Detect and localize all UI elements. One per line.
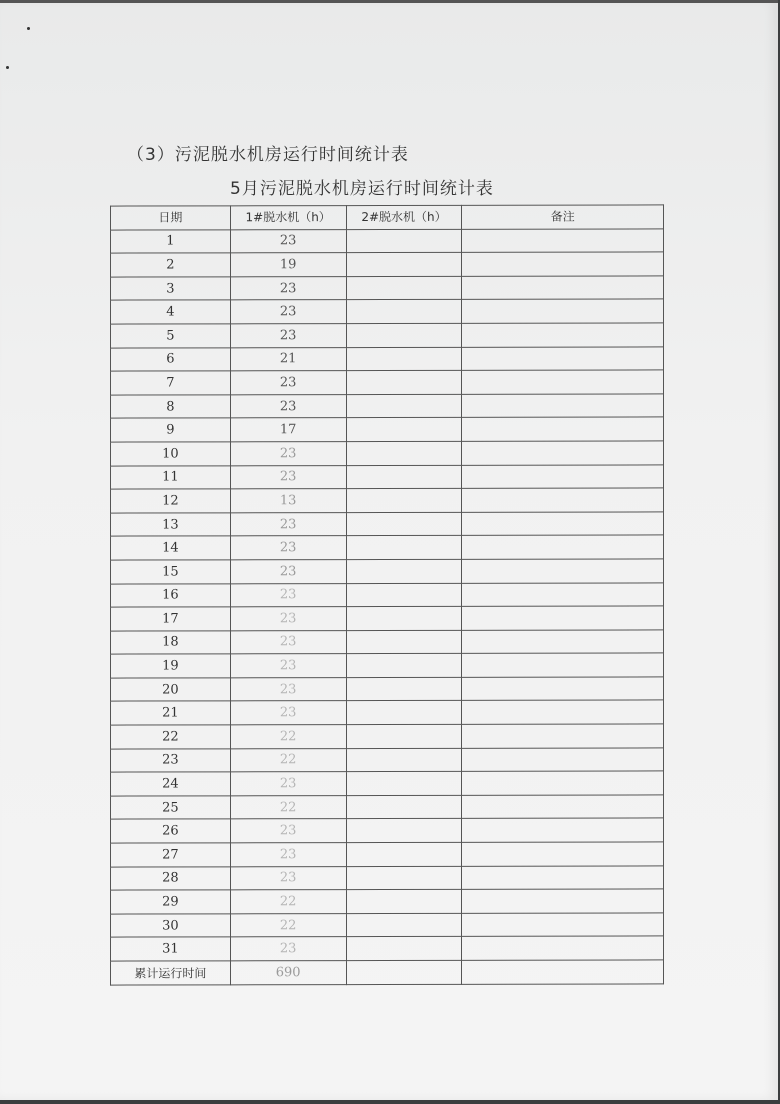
header-date: 日期: [111, 206, 231, 230]
table-row: [111, 677, 664, 702]
machine-2-hours: [346, 866, 462, 890]
machine-1-hours: 23: [230, 677, 346, 701]
date-cell: 26: [111, 819, 231, 843]
note-cell: [462, 299, 664, 323]
table-row: [111, 417, 664, 442]
note-cell: [462, 606, 664, 630]
machine-1-hours: 21: [230, 347, 346, 371]
machine-1-hours: 13: [230, 489, 346, 513]
date-cell: 4: [111, 300, 231, 324]
machine-1-hours: 23: [230, 394, 346, 418]
table-row: [111, 559, 664, 584]
note-cell: [462, 842, 664, 866]
table-row: [111, 724, 664, 749]
machine-1-hours: 23: [230, 583, 346, 607]
table-row: [111, 299, 664, 324]
machine-2-hours: [346, 913, 462, 937]
table-row: [111, 818, 664, 843]
date-cell: 7: [111, 371, 231, 395]
date-cell: 18: [111, 631, 231, 655]
machine-2-hours: [346, 795, 462, 819]
date-cell: 17: [111, 607, 231, 631]
machine-2-hours: [346, 819, 462, 843]
total-label: 累计运行时间: [111, 961, 231, 985]
note-cell: [462, 535, 664, 559]
table-row: [111, 842, 664, 867]
machine-1-hours: 22: [230, 748, 346, 772]
date-cell: 22: [111, 725, 231, 749]
note-cell: [462, 370, 664, 394]
total-row: [111, 960, 664, 985]
machine-1-hours: 23: [230, 276, 346, 300]
header-machine-2: 2#脱水机（h）: [346, 205, 462, 229]
machine-1-hours: 23: [230, 300, 346, 324]
machine-2-hours: [346, 654, 462, 678]
date-cell: 3: [111, 277, 231, 301]
machine-1-hours: 23: [230, 371, 346, 395]
machine-2-hours: [346, 748, 462, 772]
date-cell: 15: [111, 560, 231, 584]
table-row: [111, 370, 664, 395]
machine-2-hours: [346, 842, 462, 866]
table-header-row: [111, 205, 664, 230]
machine-1-hours: 23: [230, 607, 346, 631]
machine-2-hours: [346, 512, 462, 536]
machine-2-hours: [346, 890, 462, 914]
machine-2-hours: [346, 937, 462, 961]
date-cell: 2: [111, 253, 231, 277]
table-row: [111, 771, 664, 796]
date-cell: 1: [111, 229, 231, 253]
machine-1-hours: 23: [230, 324, 346, 348]
machine-1-hours: 22: [230, 913, 346, 937]
note-cell: [462, 700, 664, 724]
speck-mark: [27, 27, 30, 30]
note-cell: [462, 559, 664, 583]
machine-2-hours: [346, 559, 462, 583]
machine-1-hours: 23: [230, 229, 346, 253]
header-note: 备注: [462, 205, 664, 229]
date-cell: 13: [111, 513, 231, 537]
machine-2-hours: [346, 300, 462, 324]
machine-2-hours: [346, 772, 462, 796]
date-cell: 23: [111, 748, 231, 772]
table-row: [111, 488, 664, 513]
machine-2-hours: [346, 488, 462, 512]
date-cell: 30: [111, 914, 231, 938]
machine-2-hours: [346, 370, 462, 394]
machine-2-hours: [346, 606, 462, 630]
date-cell: 8: [111, 395, 231, 419]
table-row: [111, 441, 664, 466]
table-row: [111, 748, 664, 773]
machine-1-hours: 22: [230, 890, 346, 914]
machine-1-hours: 23: [230, 772, 346, 796]
machine-2-hours: [346, 229, 462, 253]
machine-1-hours: 17: [230, 418, 346, 442]
machine-2-hours: [346, 253, 462, 277]
machine-1-hours: 23: [230, 630, 346, 654]
date-cell: 24: [111, 772, 231, 796]
section-title: （3）污泥脱水机房运行时间统计表: [127, 145, 409, 165]
date-cell: 19: [111, 654, 231, 678]
note-cell: [462, 417, 664, 441]
machine-1-hours: 23: [230, 512, 346, 536]
date-cell: 21: [111, 701, 231, 725]
table-row: [111, 394, 664, 419]
note-cell: [462, 323, 664, 347]
page-top-edge: [0, 0, 778, 3]
machine-1-hours: 23: [230, 937, 346, 961]
machine-1-hours: 23: [230, 654, 346, 678]
note-cell: [462, 818, 664, 842]
runtime-table: [110, 204, 664, 985]
note-cell: [462, 630, 664, 654]
table-row: [111, 795, 664, 820]
table-row: [111, 535, 664, 560]
date-cell: 27: [111, 843, 231, 867]
date-cell: 20: [111, 678, 231, 702]
machine-2-hours: [346, 323, 462, 347]
note-cell: [462, 276, 664, 300]
date-cell: 16: [111, 583, 231, 607]
total-machine-2-hours: [346, 960, 462, 984]
note-cell: [462, 464, 664, 488]
date-cell: 9: [111, 418, 231, 442]
table-row: [111, 866, 664, 891]
date-cell: 28: [111, 866, 231, 890]
note-cell: [462, 229, 664, 253]
date-cell: 29: [111, 890, 231, 914]
note-cell: [462, 582, 664, 606]
header-machine-1: 1#脱水机（h）: [230, 206, 346, 230]
date-cell: 11: [111, 465, 231, 489]
note-cell: [462, 653, 664, 677]
machine-2-hours: [346, 347, 462, 371]
machine-1-hours: 23: [230, 701, 346, 725]
machine-1-hours: 23: [230, 465, 346, 489]
machine-2-hours: [346, 677, 462, 701]
table-row: [111, 630, 664, 655]
machine-1-hours: 22: [230, 795, 346, 819]
machine-2-hours: [346, 536, 462, 560]
note-cell: [462, 889, 664, 913]
note-cell: [462, 488, 664, 512]
machine-1-hours: 23: [230, 819, 346, 843]
table-row: [111, 700, 664, 725]
note-cell: [462, 724, 664, 748]
machine-1-hours: 23: [230, 442, 346, 466]
machine-2-hours: [346, 418, 462, 442]
speck-mark: [6, 66, 9, 69]
machine-1-hours: 23: [230, 536, 346, 560]
table-row: [111, 276, 664, 301]
machine-2-hours: [346, 724, 462, 748]
table-row: [111, 913, 664, 938]
date-cell: 12: [111, 489, 231, 513]
table-row: [111, 582, 664, 607]
machine-2-hours: [346, 630, 462, 654]
table-row: [111, 653, 664, 678]
table-title: 5月污泥脱水机房运行时间统计表: [230, 179, 494, 199]
date-cell: 14: [111, 536, 231, 560]
date-cell: 6: [111, 347, 231, 371]
note-cell: [462, 748, 664, 772]
date-cell: 31: [111, 937, 231, 961]
machine-2-hours: [346, 441, 462, 465]
note-cell: [462, 394, 664, 418]
note-cell: [462, 913, 664, 937]
total-note: [462, 960, 664, 984]
note-cell: [462, 936, 664, 960]
table-row: [111, 464, 664, 489]
machine-2-hours: [346, 701, 462, 725]
note-cell: [462, 346, 664, 370]
table-row: [111, 252, 664, 277]
note-cell: [462, 441, 664, 465]
note-cell: [462, 795, 664, 819]
machine-1-hours: 23: [230, 843, 346, 867]
note-cell: [462, 866, 664, 890]
note-cell: [462, 771, 664, 795]
table-row: [111, 229, 664, 254]
machine-2-hours: [346, 465, 462, 489]
note-cell: [462, 252, 664, 276]
machine-2-hours: [346, 276, 462, 300]
table-row: [111, 936, 664, 961]
table-row: [111, 889, 664, 914]
table-row: [111, 606, 664, 631]
machine-1-hours: 22: [230, 725, 346, 749]
machine-1-hours: 19: [230, 253, 346, 277]
machine-2-hours: [346, 394, 462, 418]
machine-1-hours: 23: [230, 559, 346, 583]
date-cell: 5: [111, 324, 231, 348]
table-row: [111, 346, 664, 371]
date-cell: 25: [111, 796, 231, 820]
table-row: [111, 512, 664, 537]
note-cell: [462, 512, 664, 536]
note-cell: [462, 677, 664, 701]
table-row: [111, 323, 664, 348]
total-machine-1-hours: 690: [230, 961, 346, 985]
machine-2-hours: [346, 583, 462, 607]
date-cell: 10: [111, 442, 231, 466]
machine-1-hours: 23: [230, 866, 346, 890]
